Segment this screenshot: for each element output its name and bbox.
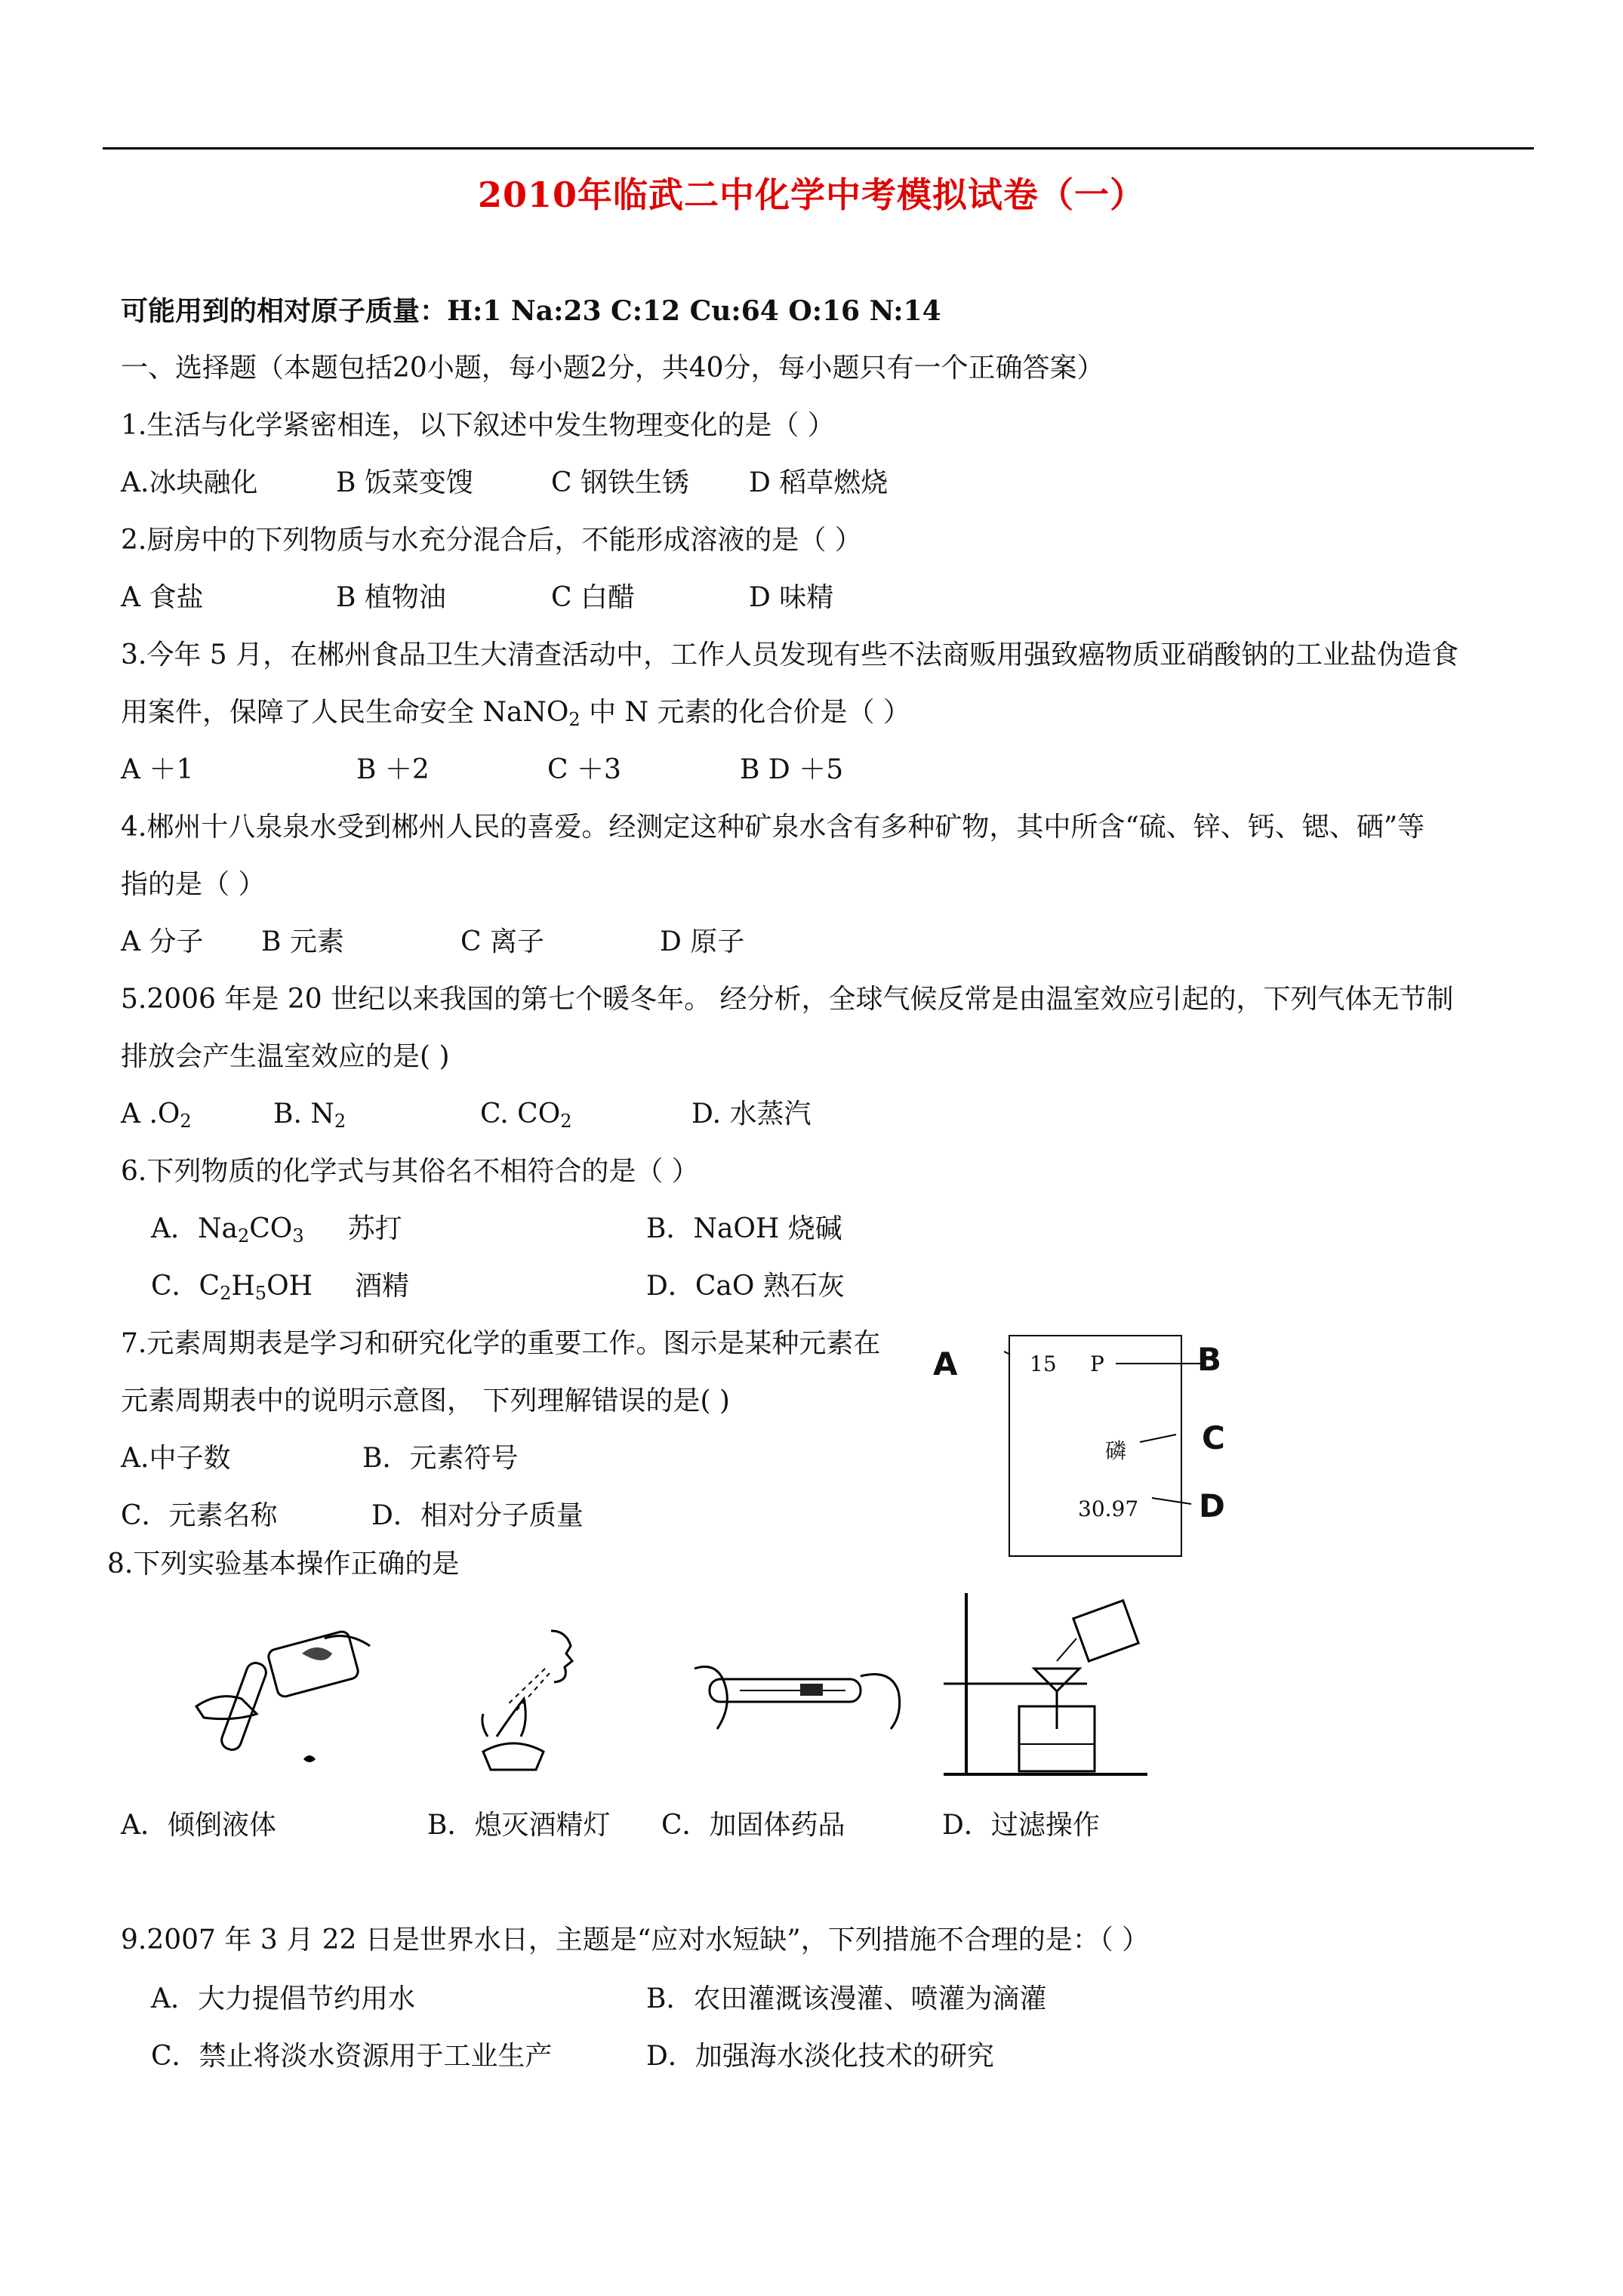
q3-option-b: B ＋2 [356,754,430,785]
q2-option-c: C 白醋 [551,582,635,613]
q1-option-b: B 饭菜变馊 [336,467,473,498]
q1-option-a: A.冰块融化 [121,467,258,498]
q1-option-d: D 稻草燃烧 [749,467,888,498]
q4-option-a: A 分子 [121,926,204,957]
q2-option-a: A 食盐 [121,582,204,613]
element-mass: 30.97 [1078,1496,1139,1521]
q7-stem-line1: 7.元素周期表是学习和研究化学的重要工作。图示是某种元素在 [121,1328,881,1359]
q2-option-d: D 味精 [749,582,834,613]
pouring-liquid-illustration [189,1623,377,1774]
q5-option-a: A $.O_2$ [121,1099,192,1132]
filtration-illustration [936,1586,1163,1782]
page-title: 2010年临武二中化学中考模拟试卷（一） [477,174,1146,215]
q5-stem-line1: 5.2006 年是 20 世纪以来我国的第七个暖冬年。 经分析，全球气候反常是由温室效应引起的，下列气体无节制 [121,984,1454,1015]
q3-stem-line2: 用案件，保障了人民生命安全 NaNO$_2$ 中 N 元素的化合价是（ ） [121,697,910,730]
q9-option-c: C．禁止将淡水资源用于工业生产 [151,2041,553,2072]
q6-stem: 6.下列物质的化学式与其俗名不相符合的是（ ） [121,1156,699,1187]
q9-option-a: A．大力提倡节约用水 [151,1983,415,2014]
q8-option-b: B．熄灭酒精灯 [427,1810,611,1841]
q8-option-d: D．过滤操作 [942,1810,1100,1841]
q7-option-d: D．相对分子质量 [371,1500,584,1531]
q4-stem-line2: 指的是（ ） [121,869,266,900]
q6-option-c: C．$C_2H_5OH$ 酒精 [151,1271,409,1304]
label-b: B [1197,1341,1222,1378]
q7-option-a: A.中子数 [121,1443,231,1474]
q1-stem: 1.生活与化学紧密相连，以下叙述中发生物理变化的是（ ） [121,410,835,441]
q5-stem-line2: 排放会产生温室效应的是( ) [121,1041,450,1072]
q7-option-b: B．元素符号 [362,1443,519,1474]
q3-option-c: C ＋3 [547,754,621,785]
q9-option-b: B．农田灌溉该漫灌、喷灌为滴灌 [646,1983,1047,2014]
q2-stem: 2.厨房中的下列物质与水充分混合后，不能形成溶液的是（ ） [121,525,862,556]
q4-stem-line1: 4.郴州十八泉泉水受到郴州人民的喜爱。经测定这种矿泉水含有多种矿物，其中所含“硫、锌、钙、锶、硒”等 [121,812,1425,843]
atomic-masses: 可能用到的相对原子质量：H:1 Na:23 C:12 Cu:64 O:16 N:14 [121,295,941,327]
q5-option-d: D. 水蒸汽 [691,1099,812,1130]
label-d: D [1199,1487,1225,1524]
q6-option-d: D．CaO 熟石灰 [646,1271,845,1302]
q3-option-a: A ＋1 [121,754,194,785]
q5-option-c: C. $CO_2$ [480,1099,572,1132]
section-heading: 一、选择题（本题包括20小题，每小题2分，共40分，每小题只有一个正确答案） [121,353,1104,384]
q8-stem: 8.下列实验基本操作正确的是 [107,1549,460,1579]
element-name: 磷 [1105,1438,1127,1463]
q7-stem-line2: 元素周期表中的说明示意图， 下列理解错误的是( ) [121,1385,730,1416]
q7-option-c: C．元素名称 [121,1500,278,1531]
label-c: C [1202,1419,1225,1456]
q4-option-d: D 原子 [660,926,745,957]
element-symbol: P [1090,1351,1104,1376]
label-a: A [933,1345,958,1382]
q5-option-b: B. $N_2$ [273,1099,346,1132]
q3-stem-line1: 3.今年 5 月，在郴州食品卫生大清查活动中，工作人员发现有些不法商贩用强致癌物质亚硝酸钠的工业盐伪造食 [121,639,1459,670]
q3-option-d: B D ＋5 [740,754,844,785]
q1-option-c: C 钢铁生锈 [551,467,689,498]
q4-option-b: B 元素 [261,926,344,957]
q9-option-d: D．加强海水淡化技术的研究 [646,2041,994,2072]
element-atomic-number: 15 [1030,1351,1057,1376]
add-solid-illustration [687,1638,906,1752]
extinguish-lamp-illustration [460,1623,627,1774]
q6-option-a: A．$Na_2CO_3$ 苏打 [151,1213,402,1247]
q9-stem: 9.2007 年 3 月 22 日是世界水日，主题是“应对水短缺”，下列措施不合理的是：（ ） [121,1925,1150,1955]
header-rule [103,147,1534,149]
q6-option-b: B．NaOH 烧碱 [646,1213,842,1244]
q4-option-c: C 离子 [460,926,544,957]
q2-option-b: B 植物油 [336,582,446,613]
q8-option-c: C．加固体药品 [661,1810,845,1841]
q8-option-a: A．倾倒液体 [121,1810,276,1841]
